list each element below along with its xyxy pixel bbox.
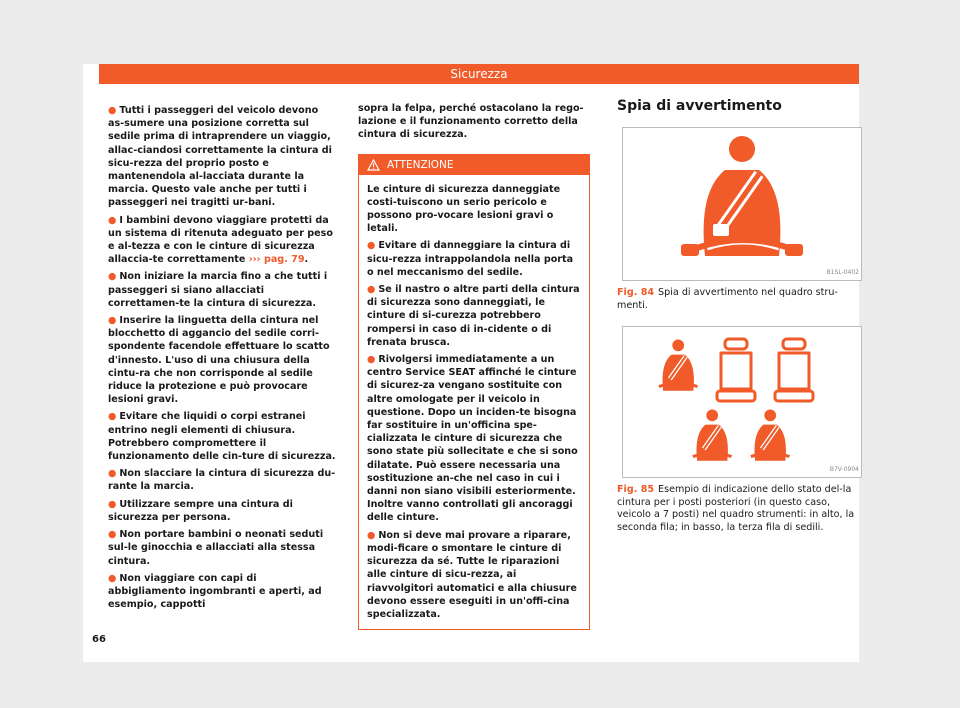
empty-seat-icon (717, 339, 755, 401)
bullet-icon: ● (367, 354, 376, 366)
bullet-icon: ● (108, 214, 117, 226)
bullet-icon: ● (108, 105, 117, 116)
warning-body (359, 175, 589, 630)
bullet-icon: ● (108, 315, 117, 327)
figure-code: B1SL-0402 (826, 269, 859, 276)
empty-seat-icon (775, 339, 813, 401)
list-item: ● Evitare che liquidi o corpi estranei entrino negli elementi di chiusura. Potrebbero compromettere il funzionamento delle cin-ture di sicurezza. (108, 411, 336, 463)
list-item: ● Rivolgersi immediatamente a un centro Service SEAT affinché le cinture di sicurez-za vengano sostituite con altre omologate per il veicolo in questione. Dopo un inciden-te bisogna far sostituire in un'officina spe-cializzata le cinture di sicurezza che sono state più sollecitate e che si sono dilatate. Può essere necessaria una sostituzione an-che nel caso in cui i danni non siano visibili esteriormente. Inoltre vanno controllati gli ancoraggi delle cinture. (367, 354, 578, 524)
bullet-icon: ● (108, 529, 117, 541)
seatbelt-warning-icon (751, 410, 790, 461)
seatbelt-warning-icon (659, 340, 698, 391)
list-item: ● I bambini devono viaggiare protetti da un sistema di ritenuta adeguato per peso e al-tezza e con le cinture di sicurezza allaccia-te correttamente ››› pag. 79. (108, 214, 333, 266)
list-item: ● Non iniziare la marcia fino a che tutti i passeggeri si siano allacciati correttamen-te la cintura di sicurezza. (108, 271, 328, 309)
page-header (99, 64, 859, 84)
warning-title: ATTENZIONE (387, 158, 454, 171)
list-item: ● Non slacciare la cintura di sicurezza du-rante la marcia. (108, 468, 336, 493)
figure-caption: Fig. 84 Spia di avvertimento nel quadro stru-menti. (617, 287, 838, 311)
bullet-icon: ● (108, 411, 117, 423)
list-item: ● Se il nastro o altre parti della cintura di sicurezza sono danneggiati, le cinture di si-curezza potrebbero rompersi in caso di in-cidente o di frenata brusca. (367, 284, 580, 348)
list-item: ● Utilizzare sempre una cintura di sicurezza per persona. (108, 498, 293, 523)
bullet-icon: ● (367, 240, 376, 252)
page-link[interactable]: ››› pag. 79 (248, 254, 305, 266)
figure-code: B7V-0904 (829, 466, 859, 473)
bullet-icon: ● (367, 284, 376, 296)
bullet-icon: ● (108, 468, 117, 480)
list-item: ● Non si deve mai provare a riparare, modi-ficare o smontare le cinture di sicurezza da sé. Tutte le riparazioni alle cinture di sicu-rezza, ai riavvolgitori automatici e alla chiusure devono essere eseguiti in un'offi-cina specializzata. (367, 529, 577, 620)
seatbelt-warning-icon (623, 128, 861, 280)
warning-triangle-icon (367, 159, 380, 171)
figure-85 (622, 326, 862, 478)
list-item: ● Inserire la linguetta della cintura nel blocchetto di aggancio del sedile corri-spondente facendole effettuare lo scatto d'innesto. L'uso di una chiusura della cintu-ra che non corrisponde al sedile riduce la protezione e può provocare lesioni gravi. (108, 315, 330, 406)
figure-caption: Fig. 85 Esempio di indicazione dello stato del-la cintura per i posti posteriori (in questo caso, veicolo a 7 posti) nel quadro strumenti: in alto, la seconda fila; in basso, la terza fila di sedili. (617, 484, 855, 533)
bullet-icon: ● (108, 572, 117, 584)
list-item: ● Non viaggiare con capi di abbigliamento ingombranti e aperti, ad esempio, cappotti (108, 572, 322, 611)
bullet-icon: ● (108, 271, 117, 283)
column-right (617, 100, 861, 534)
warning-box (358, 154, 590, 631)
figure-84 (622, 127, 862, 281)
seatbelt-status-icons (623, 327, 861, 477)
warning-header (359, 155, 589, 175)
list-item: ● Evitare di danneggiare la cintura di sicu-rezza intrappolandola nella porta o nel meccanismo del sedile. (367, 240, 574, 278)
bullet-icon: ● (367, 529, 376, 541)
header-title: Sicurezza (450, 67, 508, 81)
section-title: Spia di avvertimento (617, 98, 782, 114)
page-number: 66 (92, 634, 106, 645)
intro-text: sopra la felpa, perché ostacolano la rego-lazione e il funzionamento corretto della cintura di sicurezza. (358, 103, 584, 141)
list-item: ● Tutti i passeggeri del veicolo devono as-sumere una posizione corretta sul sedile prima di intraprendere un viaggio, allac-ciandosi correttamente la cintura di sicu-rezza del proprio posto e mantenendola al-lacciata durante la marcia. Questo vale anche per tutti i passeggeri nei tragitti ur-bani. (108, 105, 332, 209)
warning-lead: Le cinture di sicurezza danneggiate costi-tuiscono un serio pericolo e possono pro-vocare lesioni gravi o letali. (367, 183, 561, 235)
bullet-icon: ● (108, 498, 117, 510)
column-middle (358, 102, 590, 630)
list-item: ● Non portare bambini o neonati seduti sul-le ginocchia e allacciati alla stessa cintura. (108, 529, 324, 567)
seatbelt-warning-icon (693, 410, 732, 461)
column-left (108, 104, 336, 615)
